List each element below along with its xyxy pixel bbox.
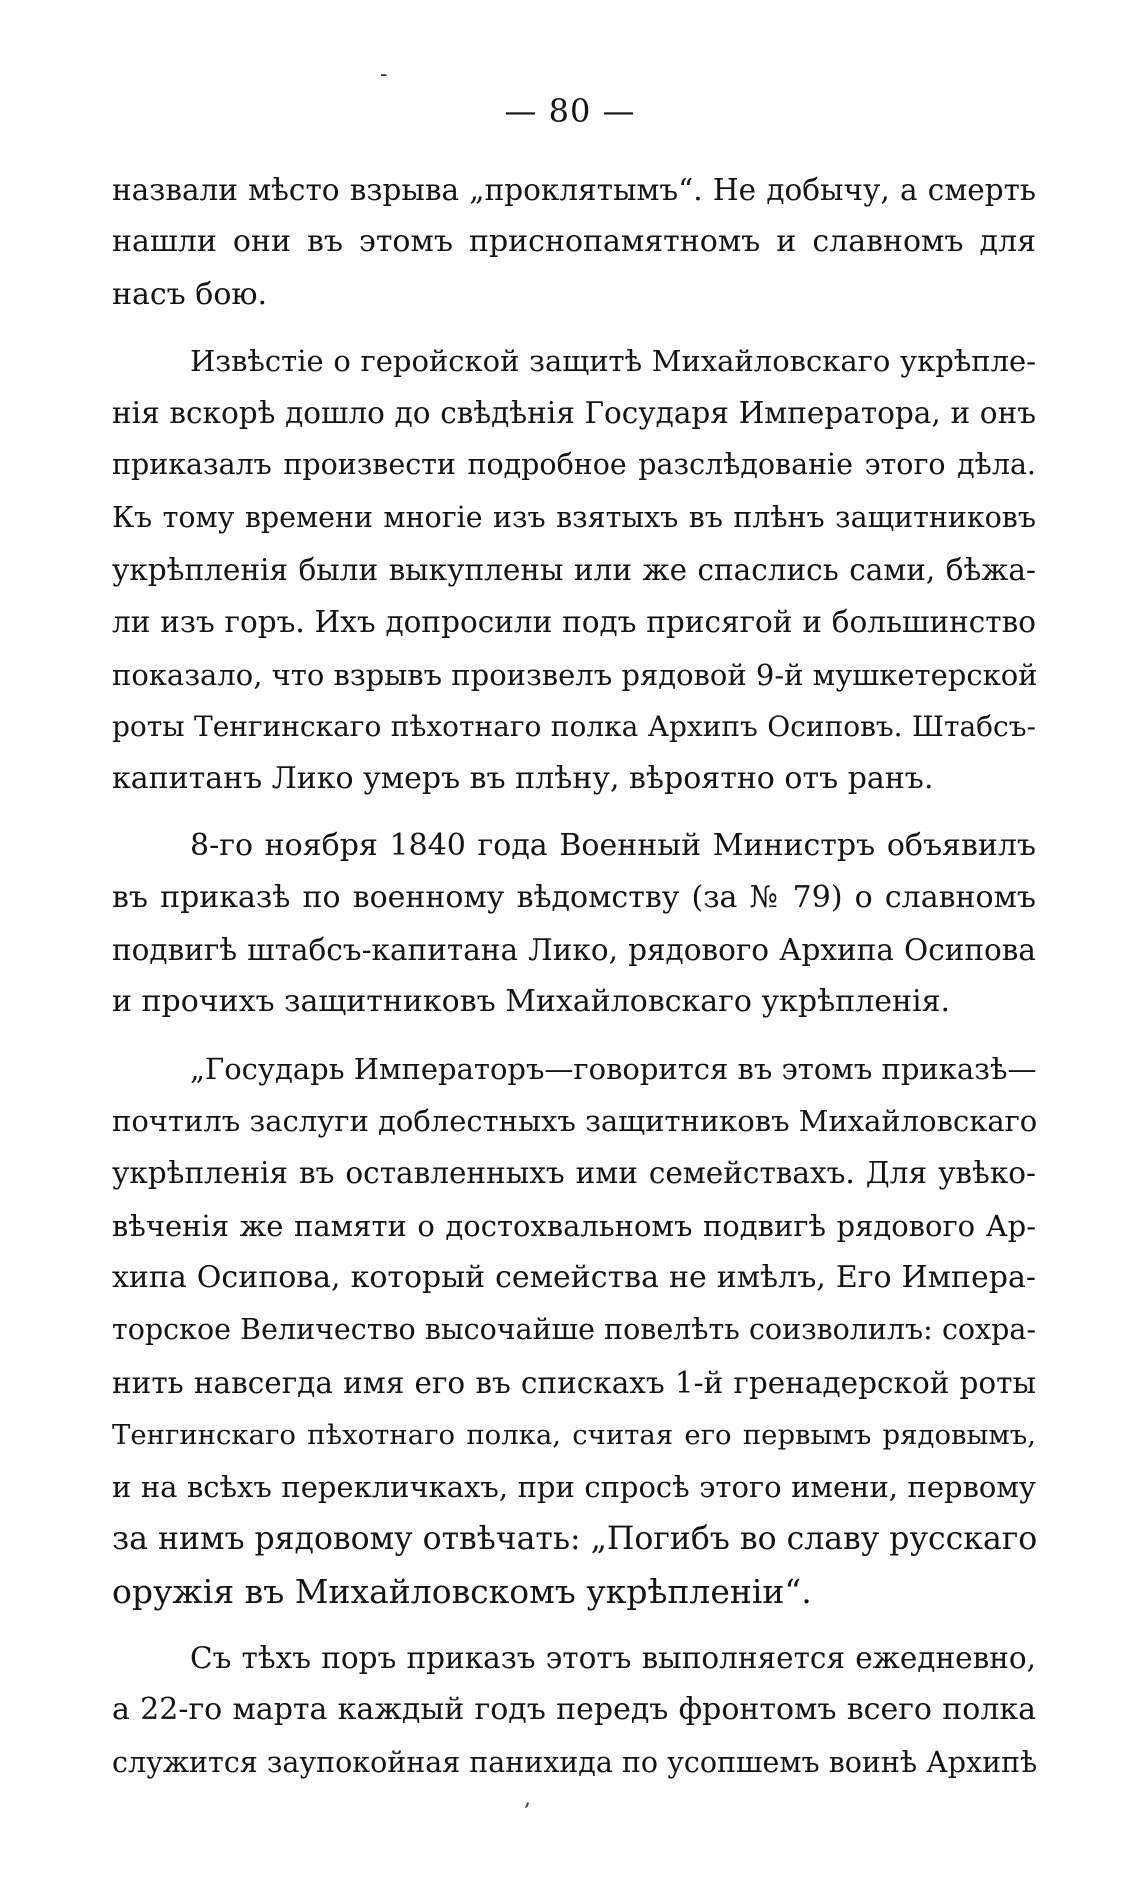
text-line: 8-го ноября 1840 года Военный Министръ объявилъ xyxy=(190,827,1036,863)
text-line: торское Величество высочайше повелѣть соизволилъ: сохра- xyxy=(112,1313,1036,1347)
text-line: насъ бою. xyxy=(112,276,268,312)
text-line: хипа Осипова, который семейства не имѣлъ, Его Импера- xyxy=(112,1259,1036,1295)
text-line: капитанъ Лико умеръ въ плѣну, вѣроятно отъ ранъ. xyxy=(112,761,934,797)
text-line: служится заупокойная панихида по усопшемъ воинѣ Архипѣ xyxy=(112,1745,1038,1779)
text-line: „Государь Императоръ—говорится въ этомъ приказѣ— xyxy=(190,1051,1037,1086)
text-line: ли изъ горъ. Ихъ допросили подъ присягой и большинство xyxy=(112,605,1036,640)
text-line: Тенгинскаго пѣхотнаго полка, считая его первымъ рядовымъ, xyxy=(112,1418,1036,1451)
text-line: Къ тому времени многіе изъ взятыхъ въ плѣнъ защитниковъ xyxy=(112,500,1036,534)
text-line: Съ тѣхъ поръ приказъ этотъ выполняется ежедневно, xyxy=(190,1641,1036,1676)
text-line: почтилъ заслуги доблестныхъ защитниковъ Михайловскаго xyxy=(112,1104,1038,1139)
paragraph xyxy=(112,1632,1036,1789)
text-line: нашли они въ этомъ приснопамятномъ и славномъ для xyxy=(112,224,1036,260)
text-line: нія вскорѣ дошло до свѣдѣнія Государя Императора, и онъ xyxy=(112,396,1036,431)
body-text xyxy=(112,164,1036,1789)
text-line: а 22-го марта каждый годъ передъ фронтомъ всего полка xyxy=(112,1692,1036,1728)
print-speck: - xyxy=(380,62,388,87)
text-line: укрѣпленія въ оставленныхъ ими семействахъ. Для увѣко- xyxy=(112,1156,1036,1191)
text-line: укрѣпленія были выкуплены или же спаслись сами, бѣжа- xyxy=(112,553,1036,588)
paragraph xyxy=(112,164,1036,321)
print-speck: , xyxy=(524,1786,531,1811)
text-line: роты Тенгинскаго пѣхотнаго полка Архипъ Осиповъ. Штабсъ- xyxy=(112,709,1036,743)
text-line: за нимъ рядовому отвѣчать: „Погибъ во славу русскаго xyxy=(112,1521,1038,1558)
page-number: — 80 — xyxy=(504,92,636,130)
text-line: и на всѣхъ перекличкахъ, при спросѣ этого имени, первому xyxy=(112,1470,1036,1505)
paragraph xyxy=(112,820,1036,1029)
text-line: показало, что взрывъ произвелъ рядовой 9-й мушкетерской xyxy=(112,657,1038,692)
text-line: вѣченія же памяти о достохвальномъ подвигѣ рядового Ар- xyxy=(112,1208,1036,1243)
text-line: въ приказѣ по военному вѣдомству (за № 79) о славномъ xyxy=(112,879,1036,915)
text-line: Извѣстіе о геройской защитѣ Михайловскаго укрѣпле- xyxy=(190,343,1036,378)
paragraph xyxy=(112,1043,1036,1618)
paragraph xyxy=(112,335,1036,806)
text-line: оружія въ Михайловскомъ укрѣпленіи“. xyxy=(112,1571,812,1611)
text-line: приказалъ произвести подробное разслѣдованіе этого дѣла. xyxy=(112,448,1036,482)
text-line: назвали мѣсто взрыва „проклятымъ“. Не добычу, а смерть xyxy=(112,173,1036,207)
text-line: нить навсегда имя его въ спискахъ 1-й гренадерской роты xyxy=(112,1365,1036,1400)
text-line: подвигѣ штабсъ-капитана Лико, рядового Архипа Осипова xyxy=(112,933,1036,968)
text-line: и прочихъ защитниковъ Михайловскаго укрѣпленія. xyxy=(112,984,951,1020)
